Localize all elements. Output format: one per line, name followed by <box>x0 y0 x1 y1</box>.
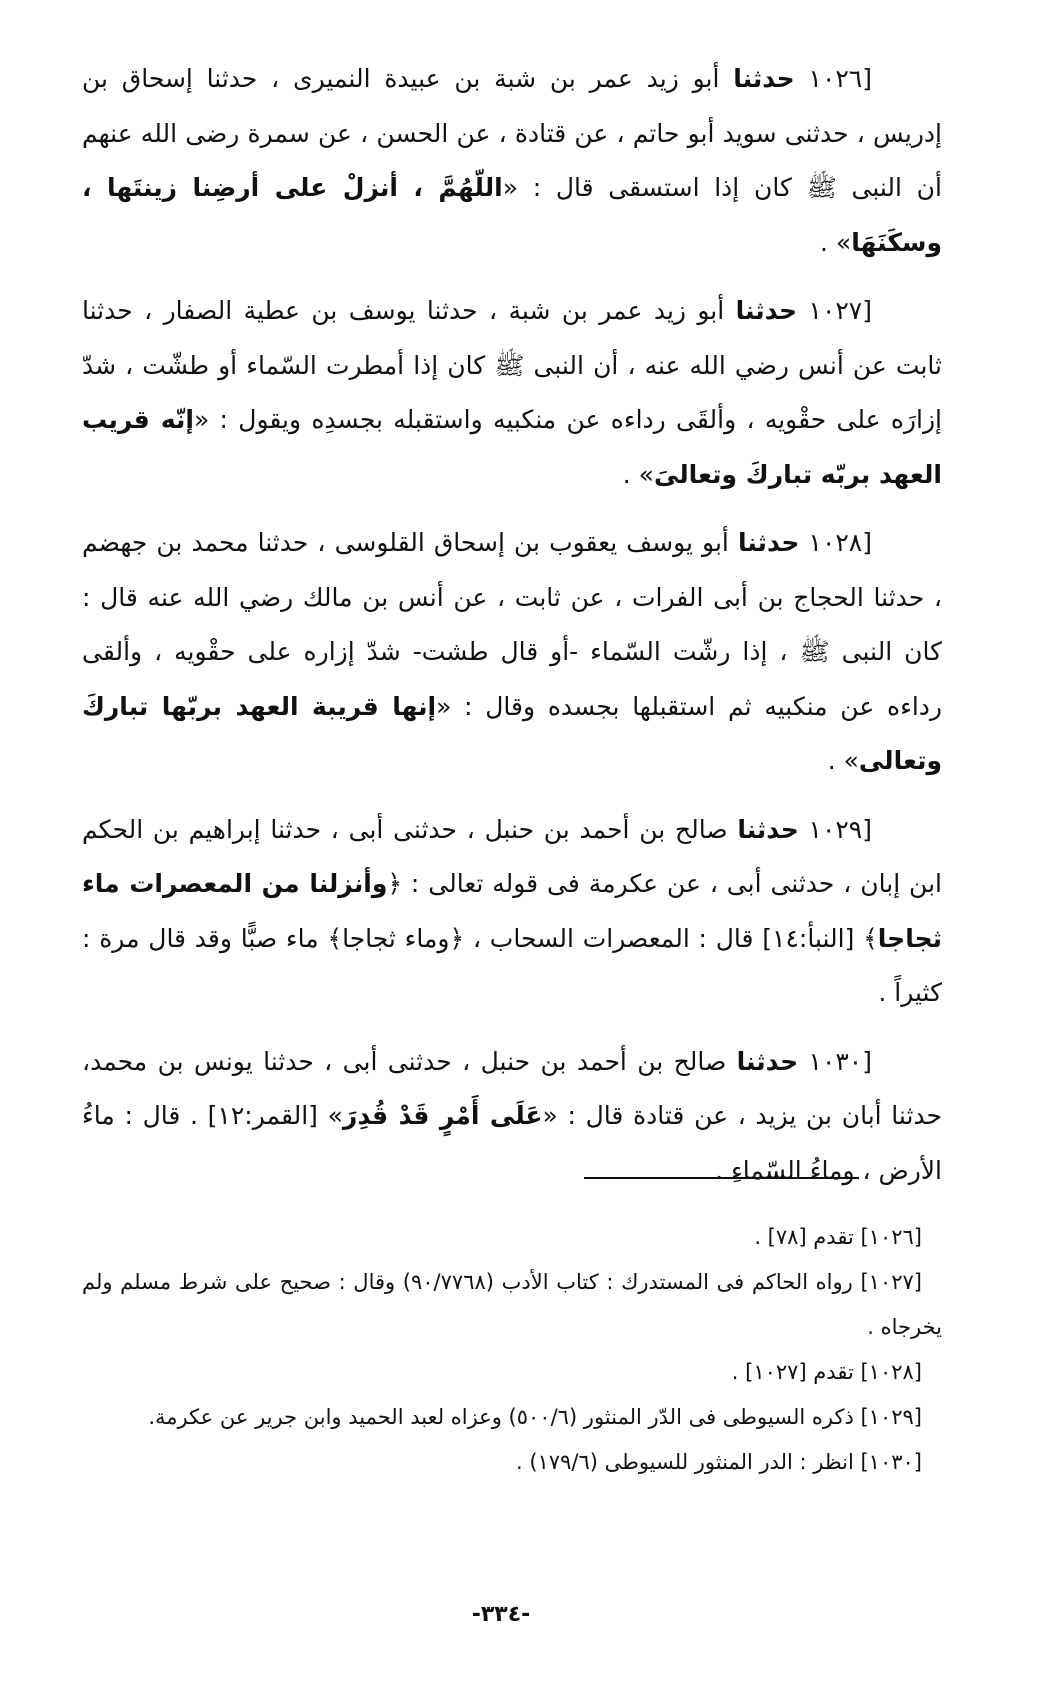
hadith-tail: » . <box>622 459 654 489</box>
narration-lead: حدثنا <box>736 1046 799 1076</box>
hadith-quote: وأنزلنا من المعصرات ماء ثجاجا <box>82 869 942 953</box>
footnote-1026: [١٠٢٦] تقدم [٧٨] . <box>754 1225 922 1249</box>
hadith-tail: » . <box>820 227 852 257</box>
hadith-quote: اللّهُمَّ ، أنزلْ على أرضِنا زينتَها ، وسكَنَهَا <box>82 173 942 257</box>
narration-lead: حدثنا <box>735 296 798 325</box>
footnote-1030: [١٠٣٠] انظر : الدر المنثور للسيوطى (١٧٩/٦) . <box>515 1450 922 1474</box>
hadith-quote: إنها قريبة العهد بربّها تباركَ وتعالى <box>82 691 942 775</box>
footnotes <box>82 1215 942 1485</box>
footnote-divider <box>584 1177 859 1179</box>
hadith-text <box>82 52 942 1212</box>
hadith-paragraph-1026 <box>82 52 942 270</box>
hadith-number: [١٠٢٨ <box>808 528 872 557</box>
page-number: -٣٣٤- <box>471 1602 531 1627</box>
footnote-1029: [١٠٢٩] ذكره السيوطى فى الدّر المنثور (٥٠٠/٦) وعزاه لعبد الحميد وابن جرير عن عكرمة. <box>148 1405 922 1429</box>
hadith-paragraph-1028 <box>82 516 942 789</box>
hadith-quote: عَلَى أَمْرٍ قَدْ قُدِرَ <box>342 1101 543 1130</box>
hadith-number: [١٠٣٠ <box>808 1046 872 1076</box>
footnote-1028: [١٠٢٨] تقدم [١٠٢٧] . <box>731 1360 922 1384</box>
narration-lead: حدثنا <box>737 814 799 844</box>
hadith-number: [١٠٢٩ <box>808 814 872 844</box>
isnad-text: أبو يوسف يعقوب بن إسحاق القلوسى ، حدثنا محمد بن جهضم ، حدثنا الحجاج بن أبى الفرات ، عن ثابت ، عن أنس بن مالك رضي الله عنه قال : كان النبى ﷺ ، إذا رشّت السّماء -أو قال طشت- شدّ إزاره على حقْويه ، وألقى رداءه عن منكبيه ثم استقبلها بجسده وقال : « <box>82 528 942 721</box>
isnad-text: صالح بن أحمد بن حنبل ، حدثنى أبى ، حدثنا يونس بن محمد، حدثنا أبان بن يزيد ، عن قتادة قال : « <box>82 1046 942 1130</box>
isnad-text: صالح بن أحمد بن حنبل ، حدثنى أبى ، حدثنا إبراهيم بن الحكم ابن إبان ، حدثنى أبى ، عن عكرمة فى قوله تعالى : ﴿ <box>82 814 942 898</box>
isnad-text: أبو زيد عمر بن شبة ، حدثنا يوسف بن عطية الصفار ، حدثنا ثابت عن أنس رضي الله عنه ، أن النبى ﷺ كان إذا أمطرت السّماء أو طشّت ، شدّ إزارَه على حقْويه ، وألقَى رداءه عن منكبيه واستقبله بجسدِه ويقول : « <box>82 296 942 434</box>
narration-lead: حدثنا <box>733 64 795 93</box>
hadith-tail: ﴾ [النبأ:١٤] قال : المعصرات السحاب ، ﴿وماء ثجاجا﴾ ماء صبًّا وقد قال مرة : كثيراً . <box>82 923 942 1007</box>
hadith-quote: إنّه قريب العهد بربّه تباركَ وتعالىَ <box>82 405 942 489</box>
hadith-tail: » [القمر:١٢] . قال : ماءُ الأرض ، وماءُ السّماءِ . <box>82 1101 942 1185</box>
isnad-text: أبو زيد عمر بن شبة بن عبيدة النميرى ، حدثنا إسحاق بن إدريس ، حدثنى سويد أبو حاتم ، عن قتادة ، عن الحسن ، عن سمرة رضى الله عنهم أن النبى ﷺ كان إذا استسقى قال : « <box>82 64 942 202</box>
hadith-paragraph-1029 <box>82 803 942 1021</box>
hadith-paragraph-1027 <box>82 284 942 502</box>
hadith-number: [١٠٢٦ <box>808 64 872 93</box>
hadith-number: [١٠٢٧ <box>808 296 872 325</box>
hadith-paragraph-1030 <box>82 1035 942 1199</box>
narration-lead: حدثنا <box>737 528 800 557</box>
footnote-1027: [١٠٢٧] رواه الحاكم فى المستدرك : كتاب الأدب (٩٠/٧٧٦٨) وقال : صحيح على شرط مسلم ولم يخرجاه . <box>82 1270 942 1339</box>
hadith-tail: » . <box>827 746 859 775</box>
